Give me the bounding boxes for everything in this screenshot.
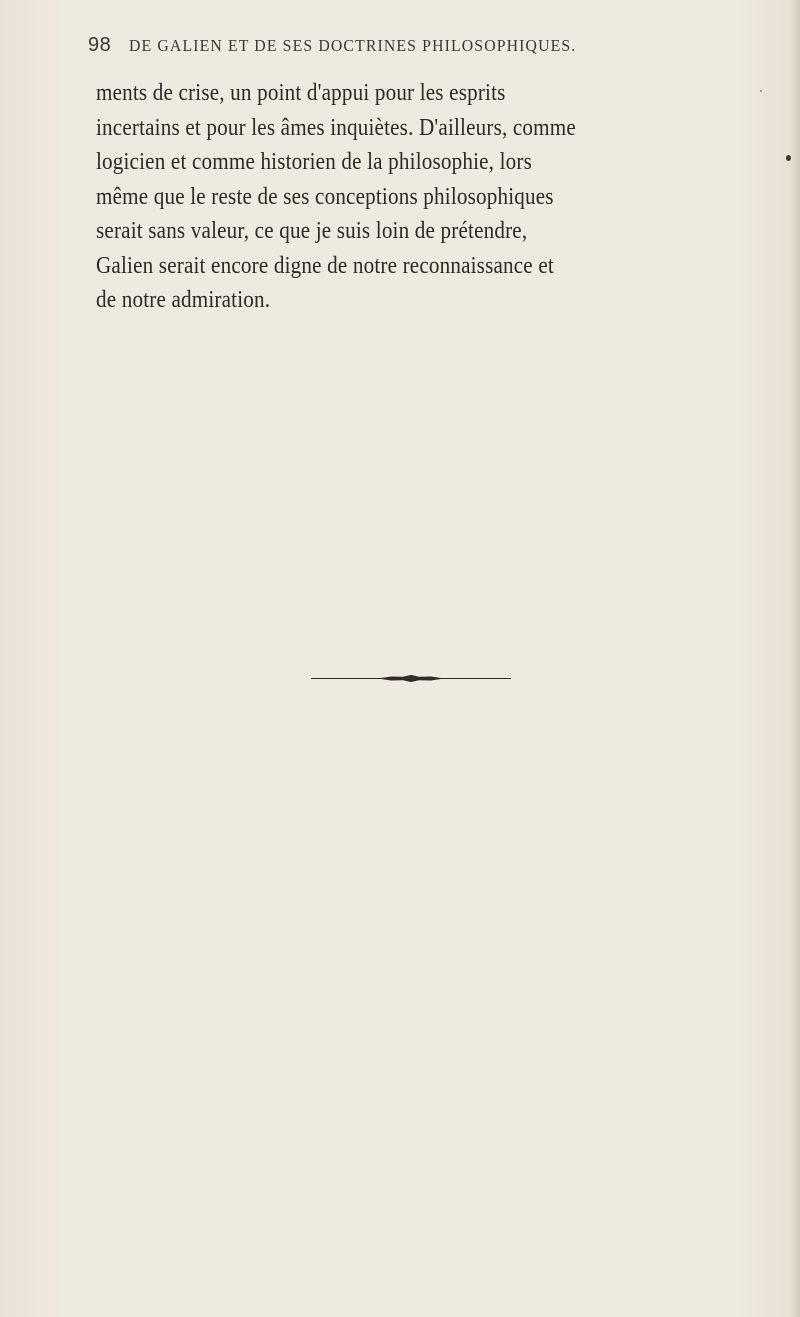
running-head: DE GALIEN ET DE SES DOCTRINES PHILOSOPHIQUES. — [129, 36, 577, 55]
text-line: Galien serait encore digne de notre reconnaissance et — [96, 252, 554, 279]
paper-speck — [786, 155, 791, 161]
text-line: même que le reste de ses conceptions philosophiques — [96, 183, 554, 210]
text-line: serait sans valeur, ce que je suis loin de prétendre, — [96, 218, 528, 244]
page-number: 98 — [88, 34, 112, 56]
body-paragraph — [96, 76, 756, 318]
text-line: logicien et comme historien de la philosophie, lors — [96, 149, 532, 175]
page-header — [88, 34, 728, 64]
text-line: de notre admiration. — [96, 287, 271, 313]
tailpiece-rule-icon — [311, 670, 511, 686]
page-edge-shadow — [790, 0, 800, 1317]
text-line: incertains et pour les âmes inquiètes. D'ailleurs, comme — [96, 114, 576, 141]
text-line: ments de crise, un point d'appui pour les esprits — [96, 80, 506, 106]
paper-speck — [760, 90, 762, 92]
